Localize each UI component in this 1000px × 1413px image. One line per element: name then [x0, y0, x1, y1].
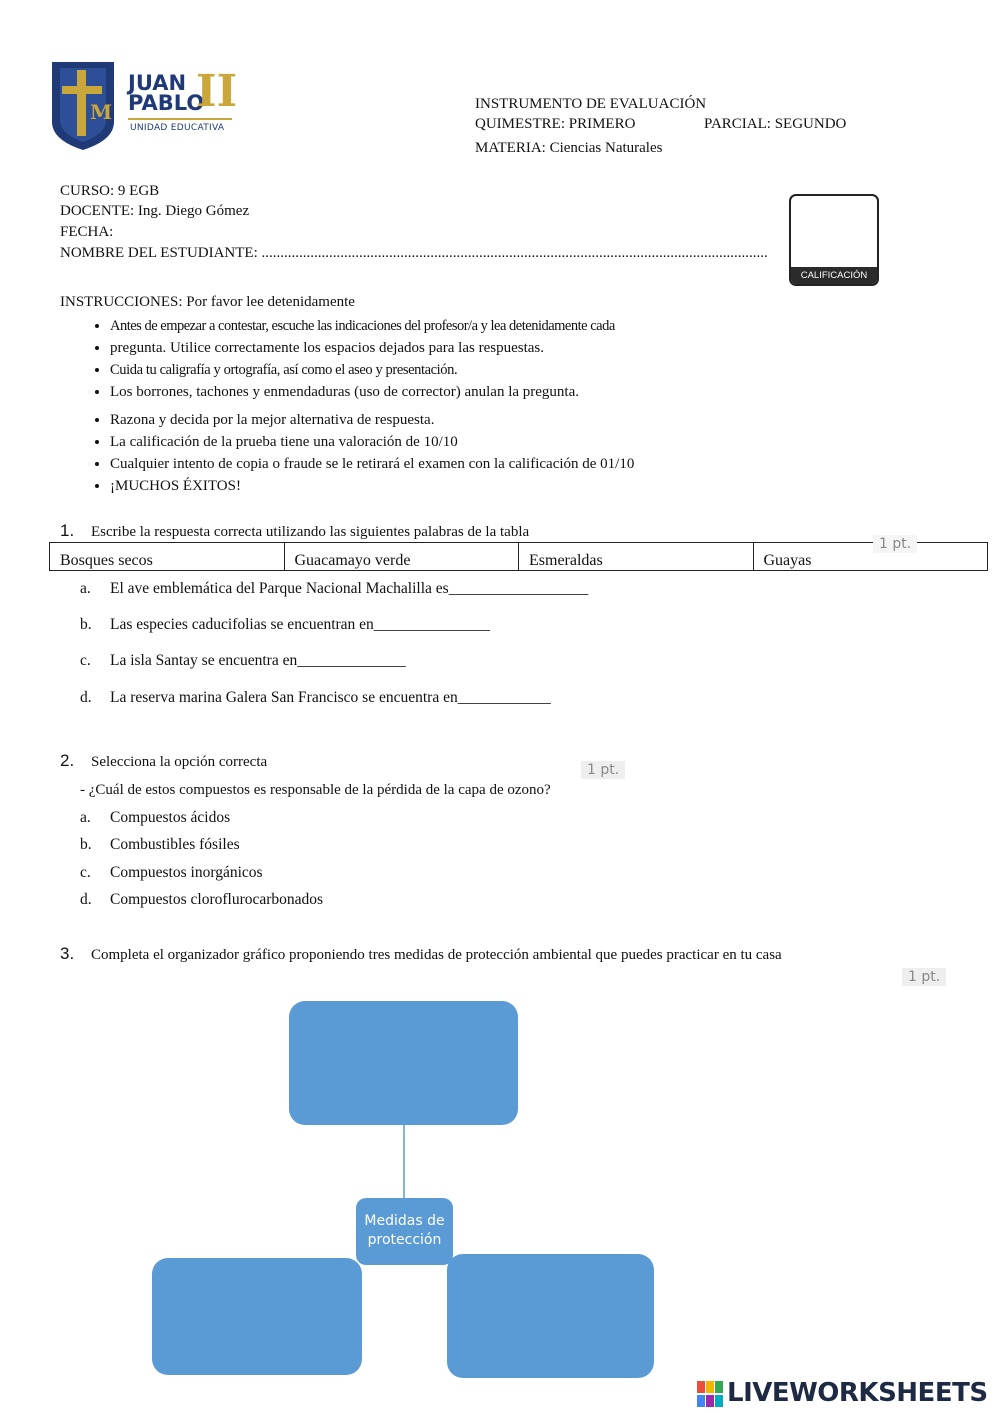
q2-option-letter: d.: [80, 891, 92, 908]
fecha: FECHA:: [60, 224, 114, 240]
organizer-box-left[interactable]: [152, 1258, 362, 1375]
organizer-center: [356, 1198, 453, 1265]
materia: MATERIA: Ciencias Naturales: [475, 140, 663, 156]
grade-label: CALIFICACIÓN: [791, 267, 877, 284]
instruction-item: • Cualquier intento de copia o fraude se le retirará el examen con la calificación de 01/10: [110, 453, 790, 475]
instruction-item: • La calificación de la prueba tiene una valoración de 10/10: [110, 431, 790, 453]
logo-roman: II: [196, 66, 238, 117]
logo-subtitle: UNIDAD EDUCATIVA: [130, 123, 225, 133]
q1-item-text[interactable]: Las especies caducifolias se encuentran en_______________: [110, 616, 491, 633]
instrument-title: INSTRUMENTO DE EVALUACIÓN: [475, 96, 707, 112]
logo-line-2: PABLO: [128, 91, 205, 115]
q2-number: 2.: [60, 751, 75, 770]
organizer-center-line-1: Medidas de: [364, 1213, 445, 1229]
word-cell: Esmeraldas: [519, 543, 754, 571]
curso: CURSO: 9 EGB: [60, 183, 160, 199]
instructions-title: INSTRUCCIONES: Por favor lee detenidamente: [60, 294, 355, 310]
q3-text: Completa el organizador gráfico proponiendo tres medidas de protección ambiental que puedes practicar en tu casa: [91, 947, 782, 963]
q2-option-letter: a.: [80, 809, 91, 826]
instruction-item: • pregunta. Utilice correctamente los espacios dejados para las respuestas.: [110, 337, 790, 359]
quimestre: QUIMESTRE: PRIMERO: [475, 116, 636, 132]
q1-item-text[interactable]: La reserva marina Galera San Francisco se encuentra en____________: [110, 689, 551, 706]
q1-item-letter: d.: [80, 689, 92, 706]
docente: DOCENTE: Ing. Diego Gómez: [60, 203, 250, 219]
q3-points-badge: 1 pt.: [902, 968, 946, 986]
organizer-box-top[interactable]: [289, 1001, 518, 1125]
q1-points-badge: 1 pt.: [873, 535, 917, 553]
q2-text: Selecciona la opción correcta: [91, 754, 268, 770]
q1-item-text[interactable]: El ave emblemática del Parque Nacional Machalilla es__________________: [110, 580, 589, 597]
q2-option-text: Compuestos inorgánicos: [110, 864, 263, 881]
q1-item-letter: c.: [80, 652, 91, 669]
parcial: PARCIAL: SEGUNDO: [704, 116, 847, 132]
organizer-center-line-2: protección: [367, 1232, 442, 1248]
instruction-item: • Los borrones, tachones y enmendaduras (uso de corrector) anulan la pregunta.: [110, 381, 790, 403]
word-cell: Guacamayo verde: [284, 543, 519, 571]
instruction-item: • Antes de empezar a contestar, escuche las indicaciones del profesor/a y lea detenidamente cada: [110, 315, 790, 337]
q2-option-letter: b.: [80, 836, 92, 853]
word-cell: Bosques secos: [50, 543, 285, 571]
word-cell: Guayas: [753, 543, 988, 571]
liveworksheets-icon: [697, 1381, 723, 1407]
q2-option-text: Compuestos ácidos: [110, 809, 231, 826]
instruction-item: • Cuida tu caligrafía y ortografía, así como el aseo y presentación.: [110, 359, 790, 381]
q1-item-letter: b.: [80, 616, 92, 633]
q2-option-text: Combustibles fósiles: [110, 836, 240, 853]
nombre-label: NOMBRE DEL ESTUDIANTE:: [60, 245, 262, 261]
nombre-dots[interactable]: .......................................................................................................................................: [261, 245, 768, 261]
q2-option-letter: c.: [80, 864, 91, 881]
organizer-box-right[interactable]: [447, 1254, 654, 1378]
instruction-item: • ¡MUCHOS ÉXITOS!: [110, 475, 790, 497]
q2-question: - ¿Cuál de estos compuestos es responsable de la pérdida de la capa de ozono?: [80, 782, 551, 798]
q2-points-badge: 1 pt.: [581, 761, 625, 779]
q3-number: 3.: [60, 944, 75, 963]
liveworksheets-wordmark: LIVEWORKSHEETS: [727, 1378, 988, 1408]
q1-item-letter: a.: [80, 580, 91, 597]
q1-item-text[interactable]: La isla Santay se encuentra en______________: [110, 652, 406, 669]
shield-letter: M: [90, 100, 113, 124]
instruction-item: • Razona y decida por la mejor alternativa de respuesta.: [110, 409, 790, 431]
q1-text: Escribe la respuesta correcta utilizando las siguientes palabras de la tabla: [91, 524, 530, 540]
q1-number: 1.: [60, 521, 75, 540]
logo-line-1: JUAN: [128, 71, 187, 95]
q2-option-text: Compuestos cloroflurocarbonados: [110, 891, 324, 908]
